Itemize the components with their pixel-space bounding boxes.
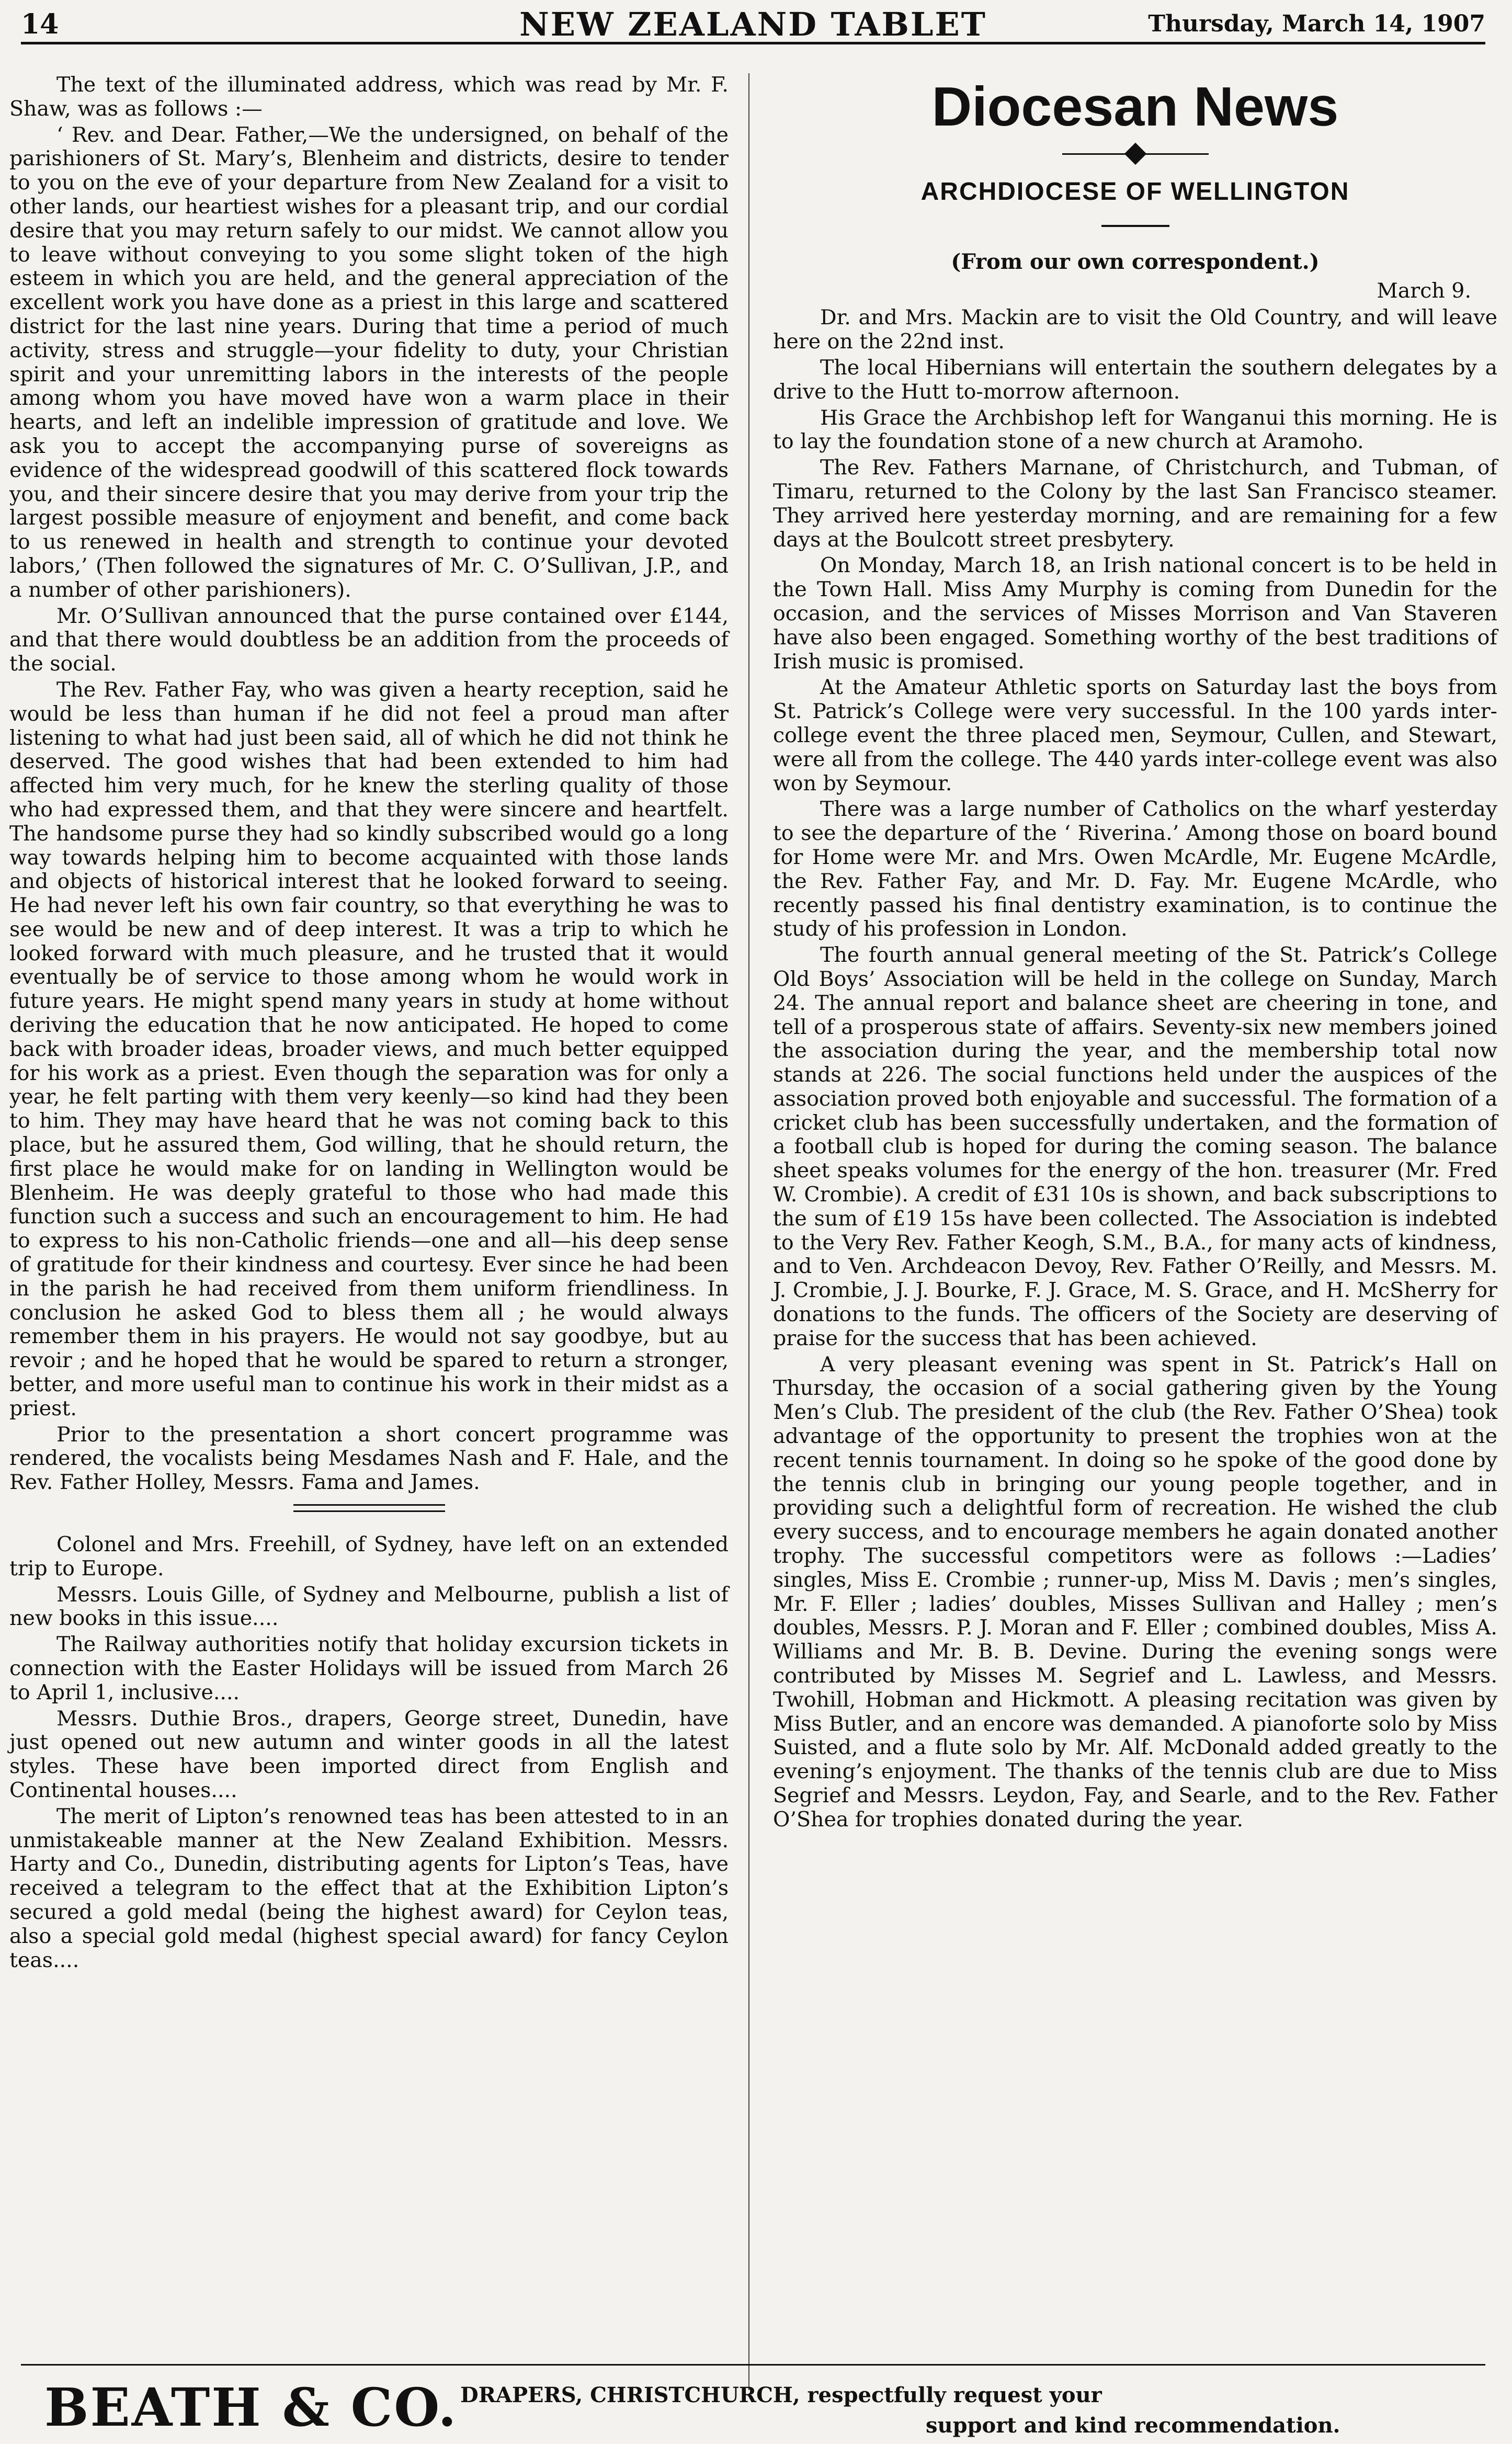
article-paragraph: Prior to the presentation a short concert programme was rendered, the vocalists being Mesdames Nash and F. Hale, and the Rev. Father Holley, Messrs. Fama and James. — [9, 1422, 729, 1495]
notice-paragraph: The Railway authorities notify that holiday excursion tickets in connection with the Easter Holidays will be issued from March 26 to April 1, inclusive.... — [9, 1632, 729, 1704]
news-paragraph: Dr. and Mrs. Mackin are to visit the Old Country, and will leave here on the 22nd inst. — [773, 305, 1497, 354]
short-divider — [1101, 225, 1169, 227]
diamond-ornament-icon — [1124, 143, 1146, 165]
correspondent-line: (From our own correspondent.) — [951, 249, 1320, 274]
dateline: March 9. — [1377, 278, 1471, 303]
article-paragraph: Mr. O’Sullivan announced that the purse contained over £144, and that there would doubtless be an addition from the proceeds of the social. — [9, 604, 729, 676]
notice-paragraph: The merit of Lipton’s renowned teas has been attested to in an unmistakeable manner at the New Zealand Exhibition. Messrs. Harty and Co., Dunedin, distributing agents for Lipton’s Teas, have received a telegram to the effect that at the Exhibition Lipton’s secured a gold medal (being the highest award) for Ceylon teas, also a special gold medal (highest special award) for fancy Ceylon teas.... — [9, 1804, 729, 1972]
left-column — [9, 73, 729, 1974]
subsection-title: ARCHDIOCESE OF WELLINGTON — [920, 178, 1350, 206]
article-paragraph: The text of the illuminated address, which was read by Mr. F. Shaw, was as follows :— — [9, 73, 729, 121]
news-paragraph: On Monday, March 18, an Irish national concert is to be held in the Town Hall. Miss Amy Murphy is coming from Dunedin for the occasion, and the services of Misses Morrison and Van Staveren have also been engaged. Something worthy of the best traditions of Irish music is promised. — [773, 553, 1497, 674]
notice-paragraph: Messrs. Louis Gille, of Sydney and Melbourne, publish a list of new books in this issue.... — [9, 1582, 729, 1631]
notice-paragraph: Colonel and Mrs. Freehill, of Sydney, have left on an extended trip to Europe. — [9, 1532, 729, 1581]
news-paragraph: The fourth annual general meeting of the St. Patrick’s College Old Boys’ Association will be held in the college on Sunday, March 24. The annual report and balance sheet are cheering in tone, and tell of a prosperous state of affairs. Seventy-six new members joined the association during the year, and the membership total now stands at 226. The social functions held under the auspices of the association proved both enjoyable and successful. The formation of a cricket club has been successfully undertaken, and the formation of a football club is hoped for during the coming season. The balance sheet speaks volumes for the energy of the hon. treasurer (Mr. Fred W. Crombie). A credit of £31 10s is shown, and back subscriptions to the sum of £19 15s have been collected. The Association is indebted to the Very Rev. Father Keogh, S.M., B.A., for many acts of kindness, and to Ven. Archdeacon Devoy, Rev. Father O’Reilly, and Messrs. M. J. Crombie, J. J. Bourke, F. J. Grace, M. S. Grace, and H. McSherry for donations to the funds. The officers of the Society are deserving of praise for the success that has been achieved. — [773, 943, 1497, 1350]
advertiser-name: BEATH & CO. — [44, 2377, 458, 2438]
news-paragraph: The local Hibernians will entertain the southern delegates by a drive to the Hutt to-morrow afternoon. — [773, 355, 1497, 404]
news-paragraph: The Rev. Fathers Marnane, of Christchurch, and Tubman, of Timaru, returned to the Colony by the last San Francisco steamer. They arrived here yesterday morning, and are remaining for a few days at the Boulcott street presbytery. — [773, 456, 1497, 552]
advertisement-line: support and kind recommendation. — [926, 2413, 1340, 2438]
news-paragraph: There was a large number of Catholics on the wharf yesterday to see the departure of the ‘ Riverina.’ Among those on board bound for Home were Mr. and Mrs. Owen McArdle, Mr. Eugene McArdle, the Rev. Father Fay, and Mr. D. Fay. Mr. Eugene McArdle, who recently passed his final dentistry examination, is to continue the study of his profession in London. — [773, 797, 1497, 941]
article-paragraph: The Rev. Father Fay, who was given a hearty reception, said he would be less than human if he did not feel a proud man after listening to what had just been said, all of which he did not think he deserved. The good wishes that had been extended to him had affected him very much, for he knew the sterling quality of those who had expressed them, and that they were sincere and heartfelt. The handsome purse they had so kindly subscribed would go a long way towards helping him to become acquainted with those lands and objects of historical interest that he looked forward to seeing. He had never left his own fair country, so that everything he was to see would be new and of deep interest. It was a trip to which he looked forward with much pleasure, and he trusted that it would eventually be of service to those among whom he would work in future years. He might spend many years in study at home without deriving the education that he now anticipated. He hoped to come back with broader ideas, broader views, and much better equipped for his work as a priest. Even though the separation was for only a year, he felt parting with them very keenly—so kind had they been to him. They may have heard that he was not coming back to this place, but he assured them, God willing, that he should return, the first place he would make for on landing in Wellington would be Blenheim. He was deeply grateful to those who had made this function such a success and such an encouragement to him. He had to express to his non-Catholic friends—one and all—his deep sense of gratitude for their kindness and courtesy. Ever since he had been in the parish he had received from them uniform friendliness. In conclusion he asked God to bless them all ; he would always remember them in his prayers. He would not say goodbye, but au revoir ; and he hoped that he would be spared to return a stronger, better, and more useful man to continue his work in their midst as a priest. — [9, 677, 729, 1420]
advertisement-rule — [21, 2364, 1485, 2366]
issue-date: Thursday, March 14, 1907 — [1148, 10, 1485, 37]
right-column — [773, 73, 1497, 1834]
article-paragraph: ‘ Rev. and Dear. Father,—We the undersigned, on behalf of the parishioners of St. Mary’s, Blenheim and districts, desire to tender to you on the eve of your departure from New Zealand for a visit to other lands, our heartiest wishes for a pleasant trip, and our cordial desire that you may return safely to our midst. We cannot allow you to leave without conveying to you some slight token of the high esteem in which you are held, and the general appreciation of the excellent work you have done as a priest in this large and scattered district for the last nine years. During that time a period of much activity, stress and struggle—your fidelity to duty, your Christian spirit and your unremitting labors in the interests of the people among whom you have moved have won a warm place in their hearts, and left an indelible impression of gratitude and love. We ask you to accept the accompanying purse of sovereigns as evidence of the widespread goodwill of this scattered flock towards you, and their sincere desire that you may derive from your trip the largest possible measure of enjoyment and benefit, and come back to us renewed in health and strength to continue your devoted labors,’ (Then followed the signatures of Mr. C. O’Sullivan, J.P., and a number of other parishioners). — [9, 122, 729, 602]
section-divider — [293, 1504, 445, 1512]
ornament-divider — [1062, 143, 1209, 164]
masthead — [21, 5, 1485, 44]
section-title: Diocesan News — [931, 76, 1339, 138]
news-paragraph: At the Amateur Athletic sports on Saturday last the boys from St. Patrick’s College were very successful. In the 100 yards inter-college event the three placed men, Seymour, Cullen, and Stewart, were all from the college. The 440 yards inter-college event was also won by Seymour. — [773, 675, 1497, 795]
notice-paragraph: Messrs. Duthie Bros., drapers, George street, Dunedin, have just opened out new autumn and winter goods in all the latest styles. These have been imported direct from English and Continental houses.... — [9, 1706, 729, 1802]
advertisement-line: DRAPERS, CHRISTCHURCH, respectfully request your — [460, 2383, 1102, 2407]
column-rule — [748, 73, 749, 2390]
paper-title: NEW ZEALAND TABLET — [519, 5, 987, 43]
page-number: 14 — [21, 8, 59, 40]
news-paragraph: A very pleasant evening was spent in St. Patrick’s Hall on Thursday, the occasion of a social gathering given by the Young Men’s Club. The president of the club (the Rev. Father O’Shea) took advantage of the opportunity to present the trophies won at the recent tennis tournament. In doing so he spoke of the good done by the tennis club in bringing our young people together, and in providing such a delightful form of recreation. He wished the club every success, and to encourage members he again donated another trophy. The successful competitors were as follows :—Ladies’ singles, Miss E. Crombie ; runner-up, Miss M. Davis ; men’s singles, Mr. F. Eller ; ladies’ doubles, Misses Sullivan and Halley ; men’s doubles, Messrs. P. J. Moran and F. Eller ; combined doubles, Miss A. Williams and Mr. B. B. Devine. During the evening songs were contributed by Misses M. Segrief and L. Lawless, and Messrs. Twohill, Hobman and Hickmott. A pleasing recitation was given by Miss Butler, and an encore was demanded. A pianoforte solo by Miss Suisted, and a flute solo by Mr. Alf. McDonald added greatly to the evening’s enjoyment. The thanks of the tennis club are due to Miss Segrief and Messrs. Leydon, Fay, and Searle, and to the Rev. Father O’Shea for trophies donated during the year. — [773, 1352, 1497, 1832]
news-paragraph: His Grace the Archbishop left for Wanganui this morning. He is to lay the foundation stone of a new church at Aramoho. — [773, 405, 1497, 454]
